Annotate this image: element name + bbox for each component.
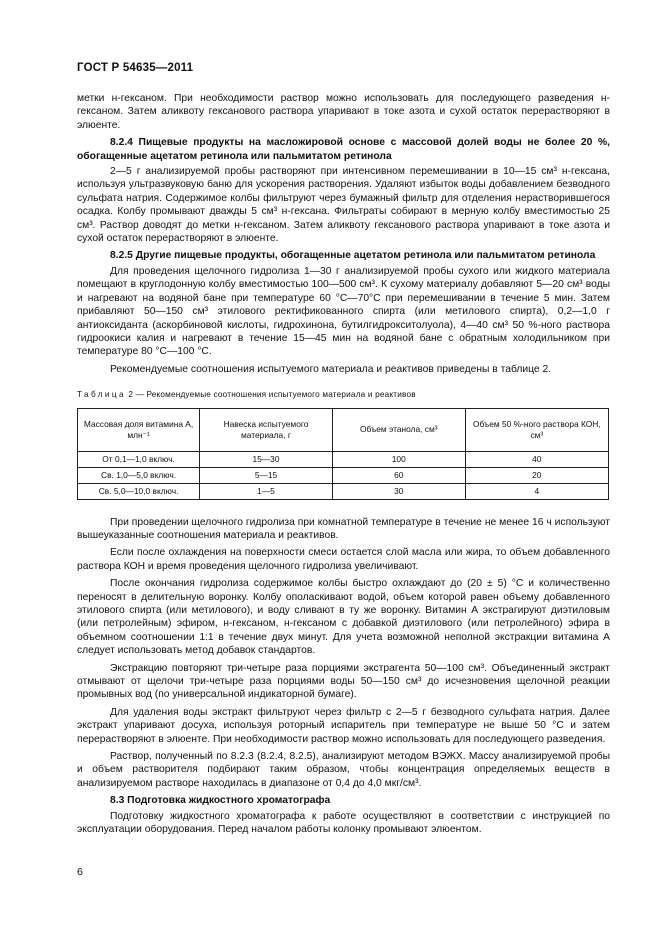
table-cell: 20	[465, 467, 608, 483]
table-header-cell: Массовая доля витамина А, млн⁻¹	[78, 408, 200, 451]
paragraph: Раствор, полученный по 8.2.3 (8.2.4, 8.2.5), анализируют методом ВЭЖХ. Массу анализируемой пробы и объем растворителя подбирают таким образом, чтобы концентрация определяемых веществ в анализируемом растворе находилась в диапазоне от 0,4 до 4,0 мкг/см³.	[77, 751, 610, 789]
table-header-row	[78, 408, 609, 451]
paragraph: Для проведения щелочного гидролиза 1—30 г анализируемой пробы сухого или жидкого материала помещают в круглодонную колбу вместимостью 100—500 см³. К сухому материалу добавляют 5—20 см³ воды и нагревают на водяной бане при температуре 60 °С—70°С при перемешивании в течение 5 мин. Затем прибавляют 50—150 см³ этилового ректификованного спирта (или метилового спирта), 0,2—1,0 г антиоксиданта (аскорбиновой кислоты, гидрохинона, бутилгидрокситолуола), 4—40 см³ 50 %-ного раствора гидроокиси калия и нагревают в течение 15—45 мин на водяной бане с обратным холодильником при температуре 80 °С—100 °С.	[77, 265, 610, 358]
section-heading-8-2-5: 8.2.5 Другие пищевые продукты, обогащенные ацетатом ретинола или пальмитатом ретинола	[110, 250, 596, 262]
paragraph: После окончания гидролиза содержимое колбы быстро охлаждают до (20 ± 5) °С и количественно переносят в делительную воронку. Колбу ополаскивают водой, объем которой равен объему добавленного этилового спирта (или метилового), и воду сливают в ту же воронку. Витамин А экстрагируют диэтиловым (или петролейным) эфиром, н-гексаном, н-гексаном с добавкой диэтилового (или петролейного) эфира в объемном соотношении 1:1 в течение двух минут. Для учета возможной неполной экстракции витамина А следует использовать метод добавок стандартов.	[77, 578, 610, 657]
table-cell: 40	[465, 451, 608, 467]
page-number: 6	[77, 866, 83, 878]
section-heading-8-3: 8.3 Подготовка жидкостного хроматографа	[110, 795, 331, 807]
table-caption-text: 2 — Рекомендуемые соотношения испытуемого материала и реактивов	[125, 390, 416, 400]
table-caption	[77, 388, 610, 401]
paragraph: При проведении щелочного гидролиза при комнатной температуре в течение не менее 16 ч используют вышеуказанные соотношения материала и реактивов.	[77, 516, 610, 541]
table-cell: 30	[332, 483, 465, 499]
standard-title: ГОСТ Р 54635—2011	[77, 62, 194, 74]
table-cell: 60	[332, 467, 465, 483]
paragraph: 2—5 г анализируемой пробы растворяют при интенсивном перемешивании в 10—15 см³ н-гексана, используя ультразвуковую баню для ускорения растворения. Удаляют избыток воды добавлением безводного сульфата натрия. Содержимое колбы фильтруют через бумажный фильтр для отделения нерастворившегося осадка. Колбу промывают дважды 5 см³ н-гексана. Фильтраты собирают в мерную колбу вместимостью 25 см³. Раствор доводят до метки н-гексаном. Затем аликвоту гексанового раствора упаривают в токе азота и сухой остаток перерастворяют в элюенте.	[77, 166, 610, 245]
table-cell: 100	[332, 451, 465, 467]
table-row	[78, 451, 609, 467]
paragraph: метки н-гексаном. При необходимости раствор можно использовать для последующего разведения н-гексаном. Затем аликвоту гексанового раствора упаривают в токе азота и сухой остаток перерастворяют в элюенте.	[77, 93, 610, 131]
table-header-cell: Навеска испытуемого материала, г	[200, 408, 333, 451]
table-header-cell: Объем 50 %-ного раствора КОН, см³	[465, 408, 608, 451]
table-cell: 1—5	[200, 483, 333, 499]
paragraph: Если после охлаждения на поверхности смеси остается слой масла или жира, то объем добавленного раствора КОН и время проведения щелочного гидролиза увеличивают.	[77, 547, 610, 572]
table-cell: От 0,1—1,0 включ.	[78, 451, 200, 467]
table-cell: 15—30	[200, 451, 333, 467]
section-heading-8-2-4: 8.2.4 Пищевые продукты на масложировой основе с массовой долей воды не более 20 %, обогащенные ацетатом ретинола или пальмитатом ретинола	[77, 137, 610, 162]
table-row	[78, 483, 609, 499]
data-table	[77, 408, 609, 500]
paragraph: Экстракцию повторяют три-четыре раза порциями экстрагента 50—100 см³. Объединенный экстракт отмывают от щелочи три-четыре раза порциями воды 50—150 см³ до исчезновения щелочной реакции промывных вод (по универсальной индикаторной бумаге).	[77, 662, 610, 701]
table-caption-label: Таблица	[77, 390, 126, 400]
document-body	[77, 92, 610, 840]
paragraph: Для удаления воды экстракт фильтруют через фильтр с 2—5 г безводного сульфата натрия. Далее экстракт упаривают досуха, используя роторный испаритель при температуре не выше 50 °С и затем перерастворяют в элюенте. При необходимости раствор можно использовать для последующего разведения.	[77, 706, 610, 745]
paragraph: Подготовку жидкостного хроматографа к работе осуществляют в соответствии с инструкцией по эксплуатации оборудования. Перед началом работы колонку промывают элюентом.	[77, 810, 610, 836]
table-row	[78, 467, 609, 483]
table-cell: 5—15	[200, 467, 333, 483]
table-cell: 4	[465, 483, 608, 499]
table-cell: Св. 1,0—5,0 включ.	[78, 467, 200, 483]
table-header-cell: Объем этанола, см³	[332, 408, 465, 451]
table-cell: Св. 5,0—10,0 включ.	[78, 483, 200, 499]
paragraph: Рекомендуемые соотношения испытуемого материала и реактивов приведены в таблице 2.	[110, 363, 552, 375]
